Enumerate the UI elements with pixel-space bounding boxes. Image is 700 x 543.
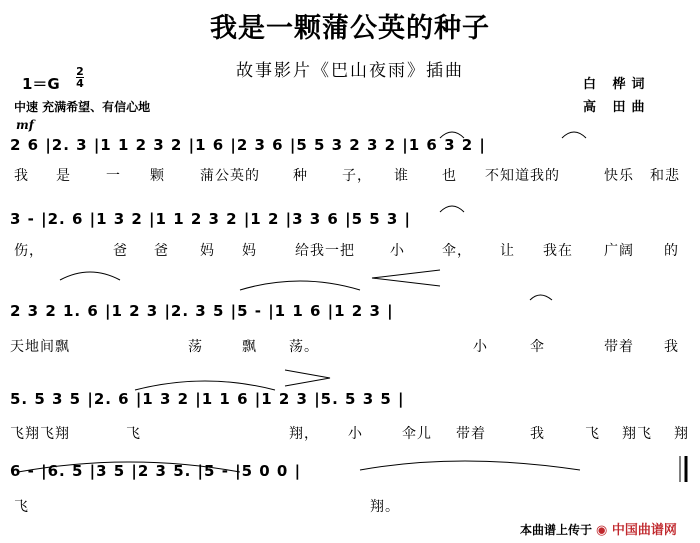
lyric-syllable: 天地间飘: [10, 339, 70, 355]
lyric-syllable: 荡: [188, 339, 203, 355]
notation-line: 6 - |6. 5 |3 5 |2 3 5. |5 - |5 0 0 |: [10, 462, 302, 480]
notation-line: 3 - |2. 6 |1 3 2 |1 1 2 3 2 |1 2 |3 3 6 |5 5 3 |: [10, 210, 412, 228]
lyric-syllable: 让: [500, 243, 515, 259]
lyric-syllable: 荡。: [289, 339, 319, 355]
lyric-syllable: 一: [106, 168, 121, 184]
lyrics-container: [10, 165, 690, 187]
lyric-syllable: 飞: [14, 499, 29, 515]
time-signature: [76, 66, 84, 89]
lyrics-container: [10, 496, 690, 518]
lyric-syllable: 带着: [456, 426, 486, 442]
lyric-syllable: 带着: [604, 339, 634, 355]
lyric-syllable: 快乐: [604, 168, 634, 184]
lyricist-credit: 白 桦词: [583, 77, 651, 92]
lyric-syllable: 飞: [126, 426, 141, 442]
lyric-syllable: 我: [14, 168, 29, 184]
lyrics-container: [10, 423, 690, 445]
lyric-syllable: 我在: [543, 243, 573, 259]
lyric-syllable: 飞: [585, 426, 600, 442]
lyric-syllable: 我: [530, 426, 545, 442]
lyric-syllable: 妈: [200, 243, 215, 259]
lyric-syllable: 伞，: [442, 243, 472, 259]
lyric-syllable: 的: [664, 243, 679, 259]
hairpin-mark: [372, 270, 440, 286]
lyric-syllable: 颗: [150, 168, 165, 184]
lyrics-container: [10, 240, 690, 262]
lyrics-container: [10, 336, 690, 358]
lyric-syllable: 种: [293, 168, 308, 184]
site-logo[interactable]: [596, 519, 677, 538]
lyric-syllable: 伞儿: [402, 426, 432, 442]
song-subtitle: 故事影片《巴山夜雨》插曲: [236, 61, 464, 81]
footer-upload-text: 本曲谱上传于: [520, 523, 593, 537]
lyric-syllable: 是: [56, 168, 71, 184]
composer-credit: 高 田曲: [583, 100, 651, 115]
slur-mark: [60, 272, 120, 280]
notation-line: 2 6 |2. 3 |1 1 2 3 2 |1 6 |2 3 6 |5 5 3 2 3 2 |1 6 3 2 |: [10, 136, 486, 154]
lyric-syllable: 伤，: [14, 243, 44, 259]
lyric-syllable: 子，: [342, 168, 372, 184]
lyric-syllable: 给我一把: [295, 243, 355, 259]
lyric-syllable: 蒲公英的: [200, 168, 260, 184]
song-title: 我是一颗蒲公英的种子: [210, 13, 490, 44]
lyric-syllable: 妈: [242, 243, 257, 259]
lyric-syllable: 我: [664, 339, 679, 355]
notation-line: 5. 5 3 5 |2. 6 |1 3 2 |1 1 6 |1 2 3 |5. 5 3 5 |: [10, 390, 405, 408]
lyric-syllable: 爸: [154, 243, 169, 259]
lyric-syllable: 翔飞: [622, 426, 652, 442]
notation-line: 2 3 2 1. 6 |1 2 3 |2. 3 5 |5 - |1 1 6 |1 2 3 |: [10, 302, 394, 320]
lyric-syllable: 谁: [394, 168, 409, 184]
lyric-syllable: 广阔: [604, 243, 634, 259]
key-signature: 1＝G: [22, 75, 60, 93]
lyric-syllable: 爸: [113, 243, 128, 259]
lyric-syllable: 翔。: [370, 499, 400, 515]
lyric-syllable: 翔，: [289, 426, 319, 442]
slur-mark: [240, 281, 360, 290]
lyric-syllable: 不知道我的: [485, 168, 560, 184]
lyric-syllable: 小: [348, 426, 363, 442]
time-signature-top: 2: [76, 65, 84, 78]
time-signature-bottom: 4: [76, 77, 84, 90]
lyric-syllable: 小: [390, 243, 405, 259]
lyric-syllable: 也: [442, 168, 457, 184]
dynamic-marking: mf: [16, 118, 34, 132]
lyric-syllable: 小: [473, 339, 488, 355]
lyric-syllable: 和悲: [650, 168, 680, 184]
site-name: 中国曲谱网: [611, 523, 677, 538]
lyric-syllable: 翔: [674, 426, 689, 442]
logo-icon: ◉: [596, 523, 608, 538]
lyric-syllable: 伞: [530, 339, 545, 355]
tempo-expression: 中速 充满希望、有信心地: [14, 100, 151, 114]
lyric-syllable: 飘: [242, 339, 257, 355]
lyric-syllable: 飞翔飞翔: [10, 426, 70, 442]
